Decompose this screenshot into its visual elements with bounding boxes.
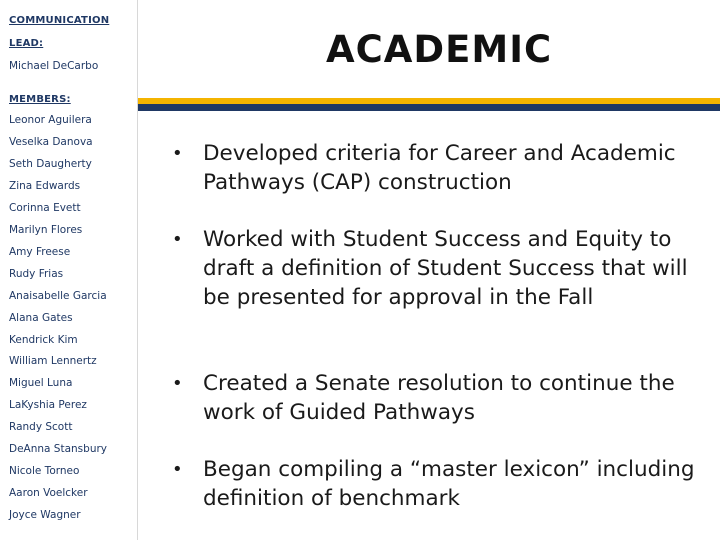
member-name: Rudy Frias	[9, 267, 64, 280]
bullet-marker: •	[172, 143, 183, 164]
member-name: Kendrick Kim	[9, 333, 78, 346]
bullet-text: Worked with Student Success and Equity to draft a definition of Student Success that will be presented for approval in the Fall	[203, 227, 688, 310]
member-name: Seth Daugherty	[9, 157, 92, 170]
member-name: Leonor Aguilera	[9, 114, 92, 126]
bullet-marker: •	[172, 459, 183, 480]
bullet-marker: •	[172, 373, 183, 394]
member-name: Marilyn Flores	[9, 223, 83, 236]
member-name: Anaisabelle Garcia	[9, 289, 107, 302]
member-name: LaKyshia Perez	[9, 399, 87, 412]
member-name: Alana Gates	[9, 311, 73, 324]
communication-heading: COMMUNICATION	[9, 15, 110, 26]
member-name: Zina Edwards	[9, 179, 81, 192]
member-name: Amy Freese	[9, 245, 71, 258]
bullet-text: Created a Senate resolution to continue the work of Guided Pathways	[203, 371, 675, 425]
member-name: Aaron Voelcker	[9, 487, 88, 500]
member-name: Corinna Evett	[9, 201, 81, 214]
lead-heading: LEAD:	[9, 38, 44, 49]
member-name: Randy Scott	[9, 421, 73, 434]
members-heading: MEMBERS:	[9, 94, 71, 105]
slide-title: ACADEMIC	[326, 28, 553, 71]
member-name: Joyce Wagner	[9, 509, 81, 522]
member-name: William Lennertz	[9, 355, 97, 368]
committee-sidebar	[0, 0, 138, 540]
bullet-marker: •	[172, 229, 183, 250]
member-name: Miguel Luna	[9, 377, 73, 390]
member-name: Veselka Danova	[9, 135, 93, 148]
bullet-text: Began compiling a “master lexicon” including definition of benchmark	[203, 457, 695, 511]
member-name: DeAnna Stansbury	[9, 443, 108, 456]
member-name: Nicole Torneo	[9, 465, 80, 478]
lead-name: Michael DeCarbo	[9, 60, 99, 72]
title-rule-navy	[138, 104, 720, 111]
bullet-text: Developed criteria for Career and Academic Pathways (CAP) construction	[203, 141, 676, 195]
